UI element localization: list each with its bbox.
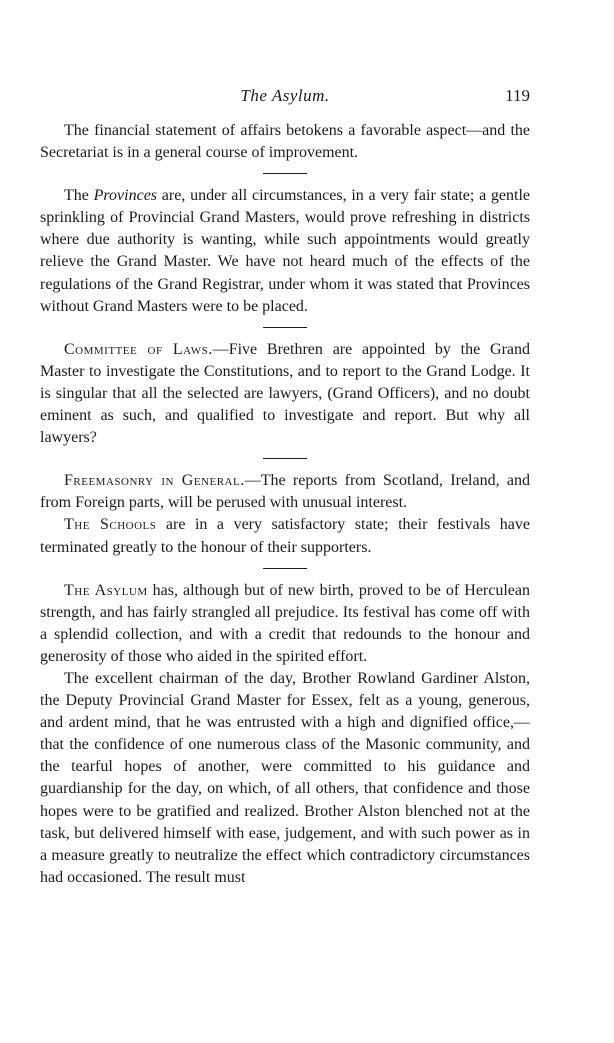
page-number: 119 — [505, 86, 530, 105]
section-heading-schools: The Schools — [64, 516, 157, 534]
paragraph-lead: The — [64, 187, 94, 205]
paragraph-asylum — [40, 580, 530, 668]
paragraph-committee-of-laws — [40, 339, 530, 449]
paragraph-chairman: The excellent chairman of the day, Brother Rowland Gardiner Alston, the Deputy Provincial Grand Master for Essex, felt as a young, generous, and ardent mind, that he was entrusted with a high and dignified office,—that the confidence of one numerous class of the Masonic community, and the tearful hopes of another, were committed to his guidance and guardianship for the day, on which, of all others, that confidence and those hopes were to be gratified and realized. Brother Alston blenched not at the task, but delivered himself with ease, judgement, and with such power as in a measure greatly to neutralize the effect which contradictory circumstances had occasioned. The result must — [40, 669, 530, 886]
provinces-term: Provinces — [93, 187, 158, 205]
paragraph-schools — [40, 514, 530, 558]
page-header — [40, 86, 530, 110]
section-divider — [263, 568, 307, 569]
paragraph-body: has, although but of new birth, proved to be of Herculean strength, and has fairly strangled all prejudice. Its festival has come off with a splendid collection, and with a credit that redounds to the honour and generosity of those who aided in the spirited effort. — [40, 581, 530, 665]
section-heading-asylum: The Asylum — [64, 581, 148, 599]
section-divider — [263, 458, 307, 459]
section-divider — [263, 327, 307, 328]
section-heading-freemasonry: Freemasonry in General. — [64, 472, 245, 490]
paragraph-provinces — [40, 185, 530, 318]
paragraph-financial-statement: The financial statement of affairs betokens a favorable aspect—and the Secretariat is in a general course of improvement. — [40, 122, 530, 162]
paragraph-body: are, under all circumstances, in a very fair state; a gentle sprinkling of Provincial Grand Masters, would prove refreshing in districts where due authority is wanting, while such appointments would greatly relieve the Grand Master. We have not heard much of the effects of the regulations of the Grand Registrar, under whom it was stated that Provinces without Grand Masters were to be placed. — [40, 187, 531, 315]
paragraph-body: —The reports from Scotland, Ireland, and from Foreign parts, will be perused with unusual interest. — [40, 472, 530, 512]
section-heading-committee-of-laws: Committee of Laws. — [64, 340, 213, 358]
running-title: The Asylum. — [240, 86, 330, 105]
paragraph-body: are in a very satisfactory state; their festivals have terminated greatly to the honour of their supporters. — [40, 516, 530, 556]
paragraph-freemasonry-in-general — [40, 470, 530, 514]
body-text — [40, 120, 530, 889]
section-divider — [263, 173, 307, 174]
paragraph-body: —Five Brethren are appointed by the Grand Master to investigate the Constitutions, and to report to the Grand Lodge. It is singular that all the selected are lawyers, (Grand Officers), and no doubt eminent as such, and qualified to investigate and report. But why all lawyers? — [40, 340, 531, 447]
